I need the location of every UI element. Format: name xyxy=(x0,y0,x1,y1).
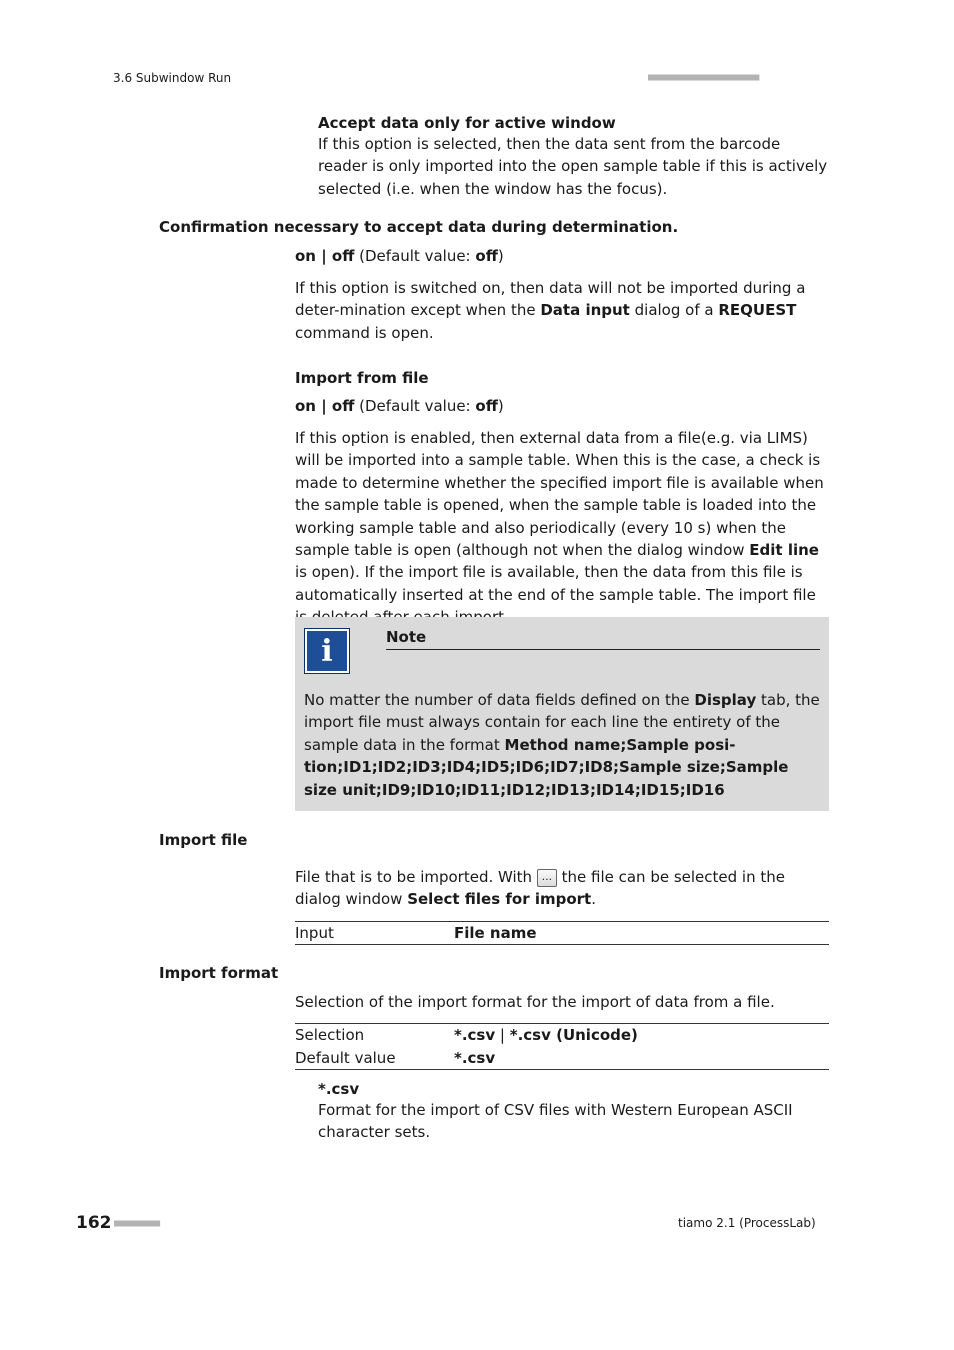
default-value: off xyxy=(475,247,498,265)
footer-product: tiamo 2.1 (ProcessLab) xyxy=(678,1216,816,1230)
confirmation-body xyxy=(295,277,830,344)
default-suffix: ) xyxy=(497,397,504,415)
note-body xyxy=(304,689,820,801)
header-dots-decoration: ■■■■■■■■■■■■■■■■■■■■■■ xyxy=(648,72,759,83)
accept-active-title: Accept data only for active window xyxy=(318,114,616,132)
import-file-table xyxy=(295,922,829,944)
csv-title: *.csv xyxy=(318,1080,360,1098)
accept-active-body: If this option is selected, then the data sent from the barcode reader is only imported into the open sample table if this is actively selected (i.e. when the window has the focus). xyxy=(318,135,828,198)
table-key: Input xyxy=(295,924,334,943)
import-file-body xyxy=(295,866,830,911)
default-prefix: (Default value: xyxy=(354,247,476,265)
request-term: REQUEST xyxy=(718,301,797,320)
table-value: File name xyxy=(454,924,537,943)
note-title-rule xyxy=(386,649,820,650)
import-from-file-body-text-2: is open). If the import file is available, then the data from this file is automatically inserted at the end of the sample table. The import file xyxy=(295,563,816,604)
table-row xyxy=(295,1046,829,1068)
selection-option-csv: *.csv xyxy=(454,1026,496,1045)
selection-separator: | xyxy=(495,1026,510,1045)
confirmation-options xyxy=(295,245,504,267)
import-file-body-text-2: the file can be selected in the dialog window xyxy=(295,868,785,909)
option-separator: | xyxy=(315,247,332,265)
page-number: 162 xyxy=(76,1213,112,1233)
import-file-body-text-3: . xyxy=(591,890,596,909)
running-header-section: 3.6 Subwindow Run xyxy=(113,71,232,85)
format-spec: Method name;Sample posi-tion;ID1;ID2;ID3;ID4;ID5;ID6;ID7;ID8;Sample size;Sample size unit;ID9;ID10;ID11;ID12;ID13;ID14;ID15;ID16 xyxy=(304,735,789,799)
confirmation-body-text-1: If this option is switched on, then data will not be imported during a deter-mination except when the xyxy=(295,279,806,320)
table-value xyxy=(454,1024,829,1046)
table-key: Selection xyxy=(295,1026,365,1045)
default-prefix: (Default value: xyxy=(354,397,476,415)
note-box xyxy=(295,617,829,811)
select-files-term: Select files for import xyxy=(407,890,592,909)
import-format-title: Import format xyxy=(159,964,279,982)
default-value: off xyxy=(475,397,498,415)
import-from-file-title: Import from file xyxy=(295,369,429,387)
table-row xyxy=(295,922,829,944)
default-suffix: ) xyxy=(497,247,504,265)
import-from-file-body xyxy=(295,427,830,629)
csv-block xyxy=(318,1080,830,1144)
selection-option-csv-unicode: *.csv (Unicode) xyxy=(509,1026,638,1045)
note-body-text-2: tab, the import file must always contain for each line the entirety of the sample data in the format xyxy=(304,691,820,754)
data-input-term: Data input xyxy=(540,301,630,320)
import-file-table-bottom-rule xyxy=(295,944,829,945)
note-body-text-1: No matter the number of data fields defined on the xyxy=(304,691,695,709)
display-term: Display xyxy=(694,691,757,709)
table-row xyxy=(295,1024,829,1046)
csv-body: Format for the import of CSV files with Western European ASCII character sets. xyxy=(318,1101,793,1142)
edit-line-term: Edit line xyxy=(749,541,819,560)
footer-dots-decoration: ■■■■■■■■■ xyxy=(114,1218,160,1229)
import-file-body-text-1: File that is to be imported. With xyxy=(295,868,537,886)
import-format-table-bottom-rule xyxy=(295,1069,829,1070)
import-file-title: Import file xyxy=(159,831,248,849)
option-off: off xyxy=(331,247,355,265)
note-title: Note xyxy=(386,628,427,646)
import-from-file-body-text-1: If this option is enabled, then external data from a file(e.g. via LIMS) will be imported into a sample table. When this is the case, a check is made to determine whether the specified import file is available when the sample table is opened, when the sample table is loaded into the working sample table and also periodically (every 10 s) when the sample table is open (although not when the dialog window xyxy=(295,429,824,560)
import-format-body: Selection of the import format for the import of data from a file. xyxy=(295,993,775,1011)
confirmation-title: Confirmation necessary to accept data during determination. xyxy=(159,218,679,236)
import-from-file-options xyxy=(295,395,504,417)
confirmation-body-text-2: dialog of a xyxy=(629,301,719,320)
info-icon: i xyxy=(304,628,350,674)
option-on: on xyxy=(295,247,316,265)
option-off: off xyxy=(331,397,355,415)
confirmation-body-text-3: command is open. xyxy=(295,323,434,342)
accept-active-block xyxy=(318,114,830,200)
option-on: on xyxy=(295,397,316,415)
table-key: Default value xyxy=(295,1048,396,1067)
browse-button[interactable]: ... xyxy=(537,869,557,887)
option-separator: | xyxy=(315,397,332,415)
table-value: *.csv xyxy=(454,1048,496,1067)
import-format-table xyxy=(295,1024,829,1069)
